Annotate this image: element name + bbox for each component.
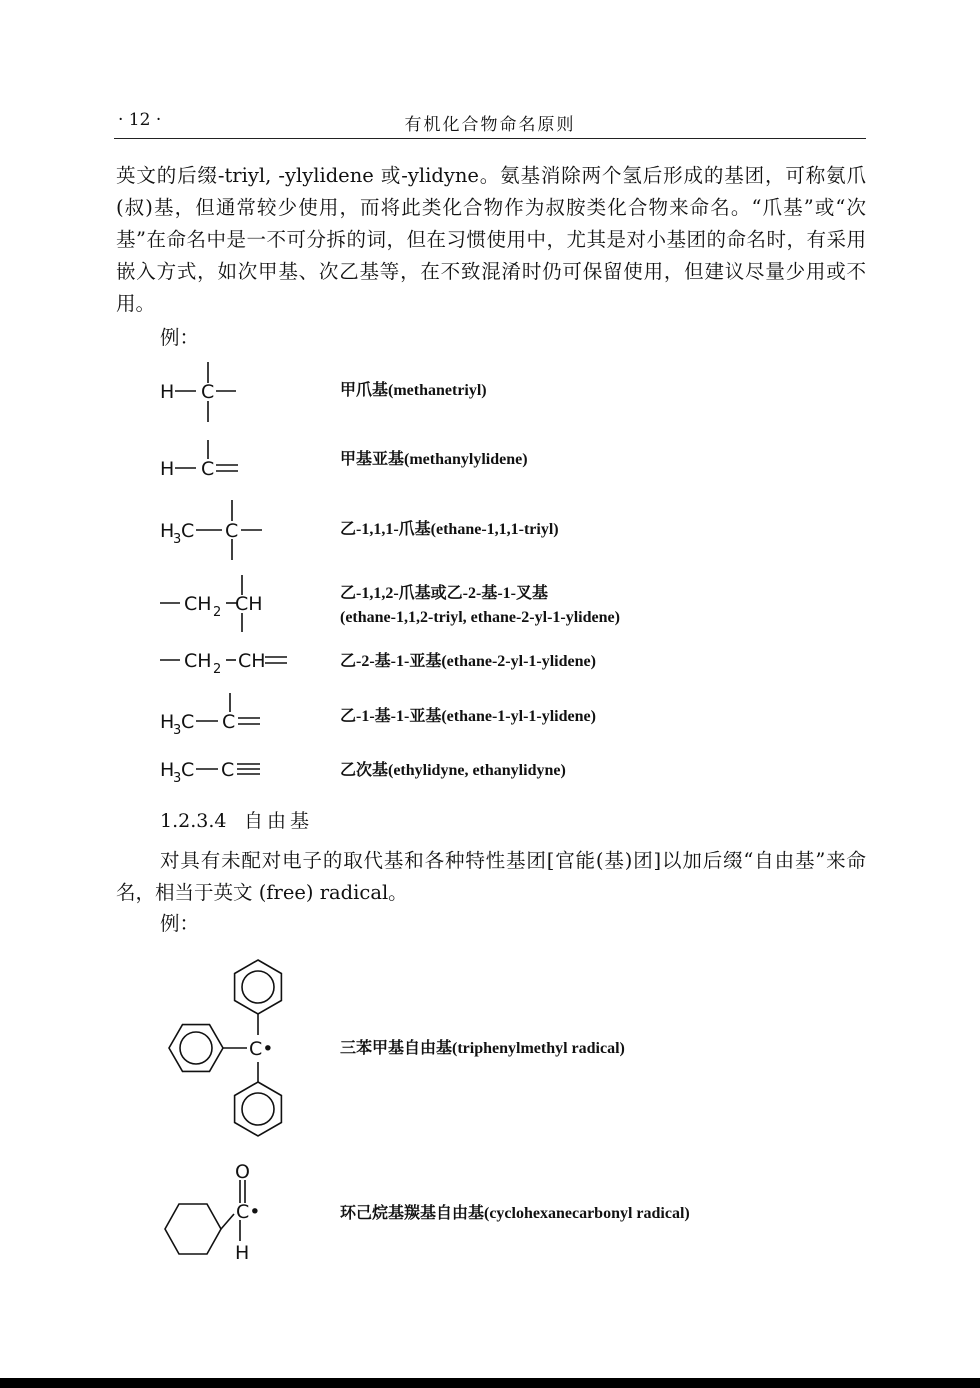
group-CH: CH xyxy=(238,650,266,672)
example-name: 乙-2-基-1-亚基(ethane-2-yl-1-ylidene) xyxy=(340,653,596,670)
example-name-continued: (ethane-1,1,2-triyl, ethane-2-yl-1-ylidene) xyxy=(340,609,620,626)
example-name: 乙-1,1,2-爪基或乙-2-基-1-叉基 xyxy=(340,585,548,602)
subscript-2: 2 xyxy=(213,662,222,677)
bottom-border xyxy=(0,1378,980,1388)
group-CH: CH xyxy=(235,593,263,615)
cyclohexanecarbonyl-structure xyxy=(165,1180,245,1254)
atom-H: H xyxy=(160,458,175,480)
radical-paragraph: 对具有未配对电子的取代基和各种特性基团[官能(基)团]以加后缀“自由基”来命名，相当于英文 (free) radical。 xyxy=(116,849,866,904)
radical-name: 三苯甲基自由基(triphenylmethyl radical) xyxy=(340,1040,625,1057)
atom-C: C xyxy=(225,520,239,542)
page-number: · 12 · xyxy=(118,110,162,130)
atom-C: C xyxy=(201,381,215,403)
example-name: 乙次基(ethylidyne, ethanylidyne) xyxy=(340,762,566,779)
subscript-3: 3 xyxy=(173,532,182,547)
section-heading xyxy=(160,806,313,833)
atom-C: C xyxy=(181,711,195,733)
atom-H: H xyxy=(160,381,175,403)
atom-H: H xyxy=(160,520,175,542)
example-label: 例： xyxy=(160,326,200,349)
subscript-2: 2 xyxy=(213,605,222,620)
radical-carbon: C• xyxy=(249,1038,274,1060)
example-name: 甲基亚基(methanylylidene) xyxy=(340,451,528,468)
atom-C: C xyxy=(222,711,236,733)
subscript-3: 3 xyxy=(173,723,182,738)
group-CH2: CH xyxy=(184,593,212,615)
atom-C: C xyxy=(221,759,235,781)
radical-carbon: C• xyxy=(236,1201,261,1223)
subscript-3: 3 xyxy=(173,771,182,786)
group-CH2: CH xyxy=(184,650,212,672)
atom-O: O xyxy=(235,1161,250,1183)
section-title: 自由基 xyxy=(244,810,314,832)
atom-H: H xyxy=(160,711,175,733)
atom-C: C xyxy=(201,458,215,480)
atom-C: C xyxy=(181,759,195,781)
atom-H: H xyxy=(235,1242,250,1264)
radical-name: 环己烷基羰基自由基(cyclohexanecarbonyl radical) xyxy=(340,1205,690,1222)
example-name: 乙-1-基-1-亚基(ethane-1-yl-1-ylidene) xyxy=(340,708,596,725)
example-name: 甲爪基(methanetriyl) xyxy=(340,382,487,399)
atom-C: C xyxy=(181,520,195,542)
intro-paragraph: 英文的后缀-triyl, -ylylidene 或-ylidyne。氨基消除两个氢后形成的基团，可称氨爪(叔)基，但通常较少使用，而将此类化合物作为叔胺类化合物来命名。“爪基”或“次基”在命名中是一不可分拆的词，但在习惯使用中，尤其是对小基团的命名时，有采用嵌入方式，如次甲基、次乙基等，在不致混淆时仍可保留使用，但建议尽量少用或不用。 xyxy=(116,164,866,315)
section-number: 1.2.3.4 xyxy=(160,810,227,832)
running-header-title: 有机化合物命名原则 xyxy=(404,115,576,135)
atom-H: H xyxy=(160,759,175,781)
example-label: 例： xyxy=(160,912,200,935)
example-name: 乙-1,1,1-爪基(ethane-1,1,1-triyl) xyxy=(340,521,559,538)
